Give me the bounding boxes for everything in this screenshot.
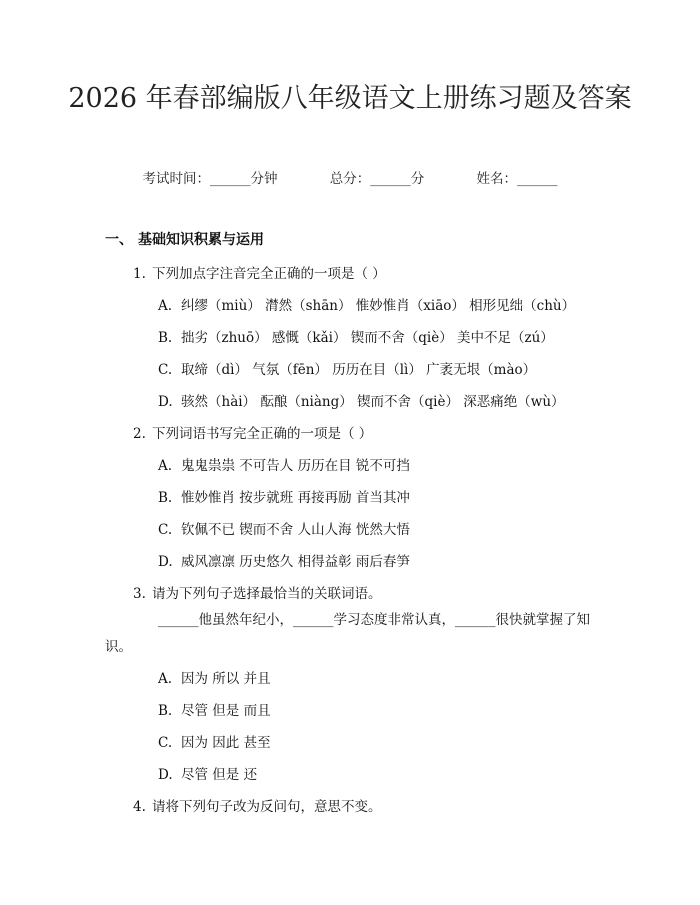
question-3-sentence: ______他虽然年纪小，______学习态度非常认真，______很快就掌握了知识。 [105, 612, 590, 655]
option-text: 拙劣（zhuō） 感慨（kǎi） 锲而不舍（qiè） 美中不足（zú） [181, 330, 554, 346]
section-number: 一、 [105, 232, 133, 248]
option-letter: D. [158, 554, 173, 570]
question-2-option-b [158, 486, 410, 506]
question-1-option-d [158, 390, 565, 410]
question-number: 2. [133, 426, 146, 442]
option-text: 钦佩不已 锲而不舍 人山人海 恍然大悟 [181, 522, 410, 538]
question-1-option-c [158, 358, 536, 378]
question-4 [133, 795, 382, 815]
option-letter: A. [158, 671, 173, 687]
question-1-option-a [158, 294, 575, 314]
option-letter: D. [158, 394, 173, 410]
question-2-option-d [158, 550, 410, 570]
question-3-option-c [158, 731, 271, 751]
option-letter: C. [158, 522, 173, 538]
question-1 [133, 262, 386, 282]
option-letter: B. [158, 330, 173, 346]
option-text: 骇然（hài） 酝酿（niàng） 锲而不舍（qiè） 深恶痛绝（wù） [181, 394, 565, 410]
option-text: 惟妙惟肖 按步就班 再接再励 首当其冲 [181, 490, 410, 506]
option-text: 因为 因此 甚至 [181, 735, 271, 751]
question-text: 请为下列句子选择最恰当的关联词语。 [152, 586, 382, 602]
option-text: 尽管 但是 而且 [181, 703, 271, 719]
option-text: 鬼鬼祟祟 不可告人 历历在目 锐不可挡 [181, 458, 410, 474]
question-3-option-b [158, 699, 271, 719]
option-text: 威风凛凛 历史悠久 相得益彰 雨后春笋 [181, 554, 410, 570]
option-letter: B. [158, 703, 173, 719]
exam-meta [0, 167, 700, 187]
option-text: 尽管 但是 还 [181, 767, 258, 783]
question-text: 请将下列句子改为反问句，意思不变。 [152, 799, 382, 815]
question-text: 下列词语书写完全正确的一项是（ ） [152, 426, 373, 442]
student-name-label: 姓名：______ [476, 171, 558, 187]
option-letter: C. [158, 362, 173, 378]
question-2-option-a [158, 454, 410, 474]
exam-time-label: 考试时间：______分钟 [142, 171, 278, 187]
question-number: 1. [133, 266, 146, 282]
question-3-option-d [158, 763, 257, 783]
question-3-option-a [158, 667, 271, 687]
option-text: 因为 所以 并且 [181, 671, 271, 687]
question-text: 下列加点字注音完全正确的一项是（ ） [152, 266, 386, 282]
option-text: 取缔（dì） 气氛（fēn） 历历在目（lì） 广袤无垠（mào） [181, 362, 537, 378]
option-letter: A. [158, 458, 173, 474]
question-2-option-c [158, 518, 410, 538]
page-title: 2026 年春部编版八年级语文上册练习题及答案 [68, 83, 632, 114]
question-3 [133, 582, 382, 602]
section-heading [105, 229, 264, 249]
total-score-label: 总分：______分 [329, 171, 425, 187]
option-letter: B. [158, 490, 173, 506]
option-letter: A. [158, 298, 173, 314]
option-letter: D. [158, 767, 173, 783]
option-text: 纠缪（miù） 潸然（shān） 惟妙惟肖（xiāo） 相形见绌（chù） [181, 298, 576, 314]
question-number: 4. [133, 799, 146, 815]
option-letter: C. [158, 735, 173, 751]
question-2 [133, 422, 372, 442]
question-1-option-b [158, 326, 554, 346]
question-number: 3. [133, 586, 146, 602]
section-title: 基础知识积累与运用 [138, 232, 264, 248]
